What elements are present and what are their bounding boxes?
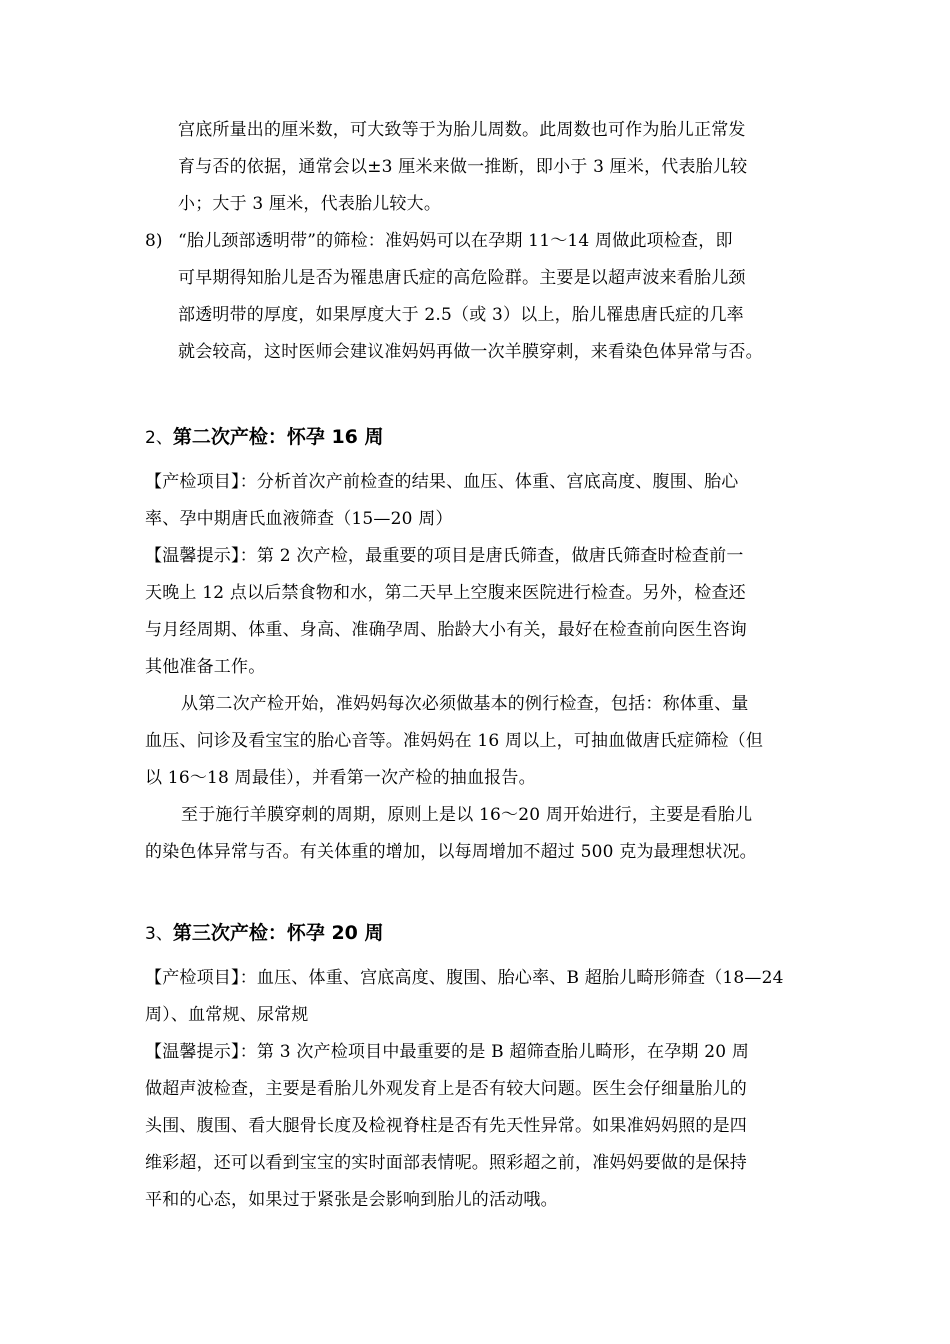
section2-title: 第二次产检：怀孕 16 周 <box>172 426 384 448</box>
section2-line-7: 从第二次产检开始，准妈妈每次必须做基本的例行检查，包括：称体重、量 <box>181 694 749 714</box>
item8-line-3: 部透明带的厚度，如果厚度大于 2.5（或 3）以上，胎儿罹患唐氏症的几率 <box>178 305 744 325</box>
section2-line-10: 至于施行羊膜穿刺的周期，原则上是以 16～20 周开始进行，主要是看胎儿 <box>181 805 753 825</box>
section3-heading <box>145 920 384 947</box>
section2-line-1: 【产检项目】：分析首次产前检查的结果、血压、体重、宫底高度、腹围、胎心 <box>145 472 739 492</box>
item8-line-2: 可早期得知胎儿是否为罹患唐氏症的高危险群。主要是以超声波来看胎儿颈 <box>178 268 746 288</box>
section2-line-11: 的染色体异常与否。有关体重的增加，以每周增加不超过 500 克为最理想状况。 <box>145 842 757 862</box>
section3-line-6: 维彩超，还可以看到宝宝的实时面部表情呢。照彩超之前，准妈妈要做的是保持 <box>145 1153 747 1173</box>
section3-title: 第三次产检：怀孕 20 周 <box>172 922 384 944</box>
section3-line-7: 平和的心态，如果过于紧张是会影响到胎儿的活动哦。 <box>145 1190 558 1210</box>
section2-line-5: 与月经周期、体重、身高、准确孕周、胎龄大小有关，最好在检查前向医生咨询 <box>145 620 747 640</box>
section2-heading <box>145 424 384 451</box>
section2-line-3: 【温馨提示】：第 2 次产检，最重要的项目是唐氏筛查，做唐氏筛查时检查前一 <box>145 546 744 566</box>
section3-line-3: 【温馨提示】：第 3 次产检项目中最重要的是 B 超筛查胎儿畸形，在孕期 20 周 <box>145 1042 750 1062</box>
section3-line-5: 头围、腹围、看大腿骨长度及检视脊柱是否有先天性异常。如果准妈妈照的是四 <box>145 1116 747 1136</box>
section3-line-1: 【产检项目】：血压、体重、宫底高度、腹围、胎心率、B 超胎儿畸形筛查（18—24 <box>145 968 784 988</box>
item7-line-1: 宫底所量出的厘米数，可大致等于为胎儿周数。此周数也可作为胎儿正常发 <box>178 120 746 140</box>
item8-line-4: 就会较高，这时医师会建议准妈妈再做一次羊膜穿刺，来看染色体异常与否。 <box>178 342 763 362</box>
item7-line-2: 育与否的依据，通常会以±3 厘米来做一推断，即小于 3 厘米，代表胎儿较 <box>178 157 748 177</box>
section3-line-4: 做超声波检查，主要是看胎儿外观发育上是否有较大问题。医生会仔细量胎儿的 <box>145 1079 747 1099</box>
section2-line-2: 率、孕中期唐氏血液筛查（15—20 周） <box>145 509 453 529</box>
item8-line-1: “胎儿颈部透明带”的筛检：准妈妈可以在孕期 11～14 周做此项检查，即 <box>178 231 733 251</box>
section3-number: 3、 <box>145 924 173 944</box>
section2-line-4: 天晚上 12 点以后禁食物和水，第二天早上空腹来医院进行检查。另外，检查还 <box>145 583 746 603</box>
section2-number: 2、 <box>145 428 173 448</box>
section2-line-8: 血压、问诊及看宝宝的胎心音等。准妈妈在 16 周以上，可抽血做唐氏症筛检（但 <box>145 731 764 751</box>
item7-line-3: 小；大于 3 厘米，代表胎儿较大。 <box>178 194 442 214</box>
section3-line-2: 周）、血常规、尿常规 <box>145 1005 309 1025</box>
item8-number: 8) <box>145 231 163 251</box>
section2-line-9: 以 16～18 周最佳），并看第一次产检的抽血报告。 <box>145 768 536 788</box>
section2-line-6: 其他准备工作。 <box>145 657 266 677</box>
